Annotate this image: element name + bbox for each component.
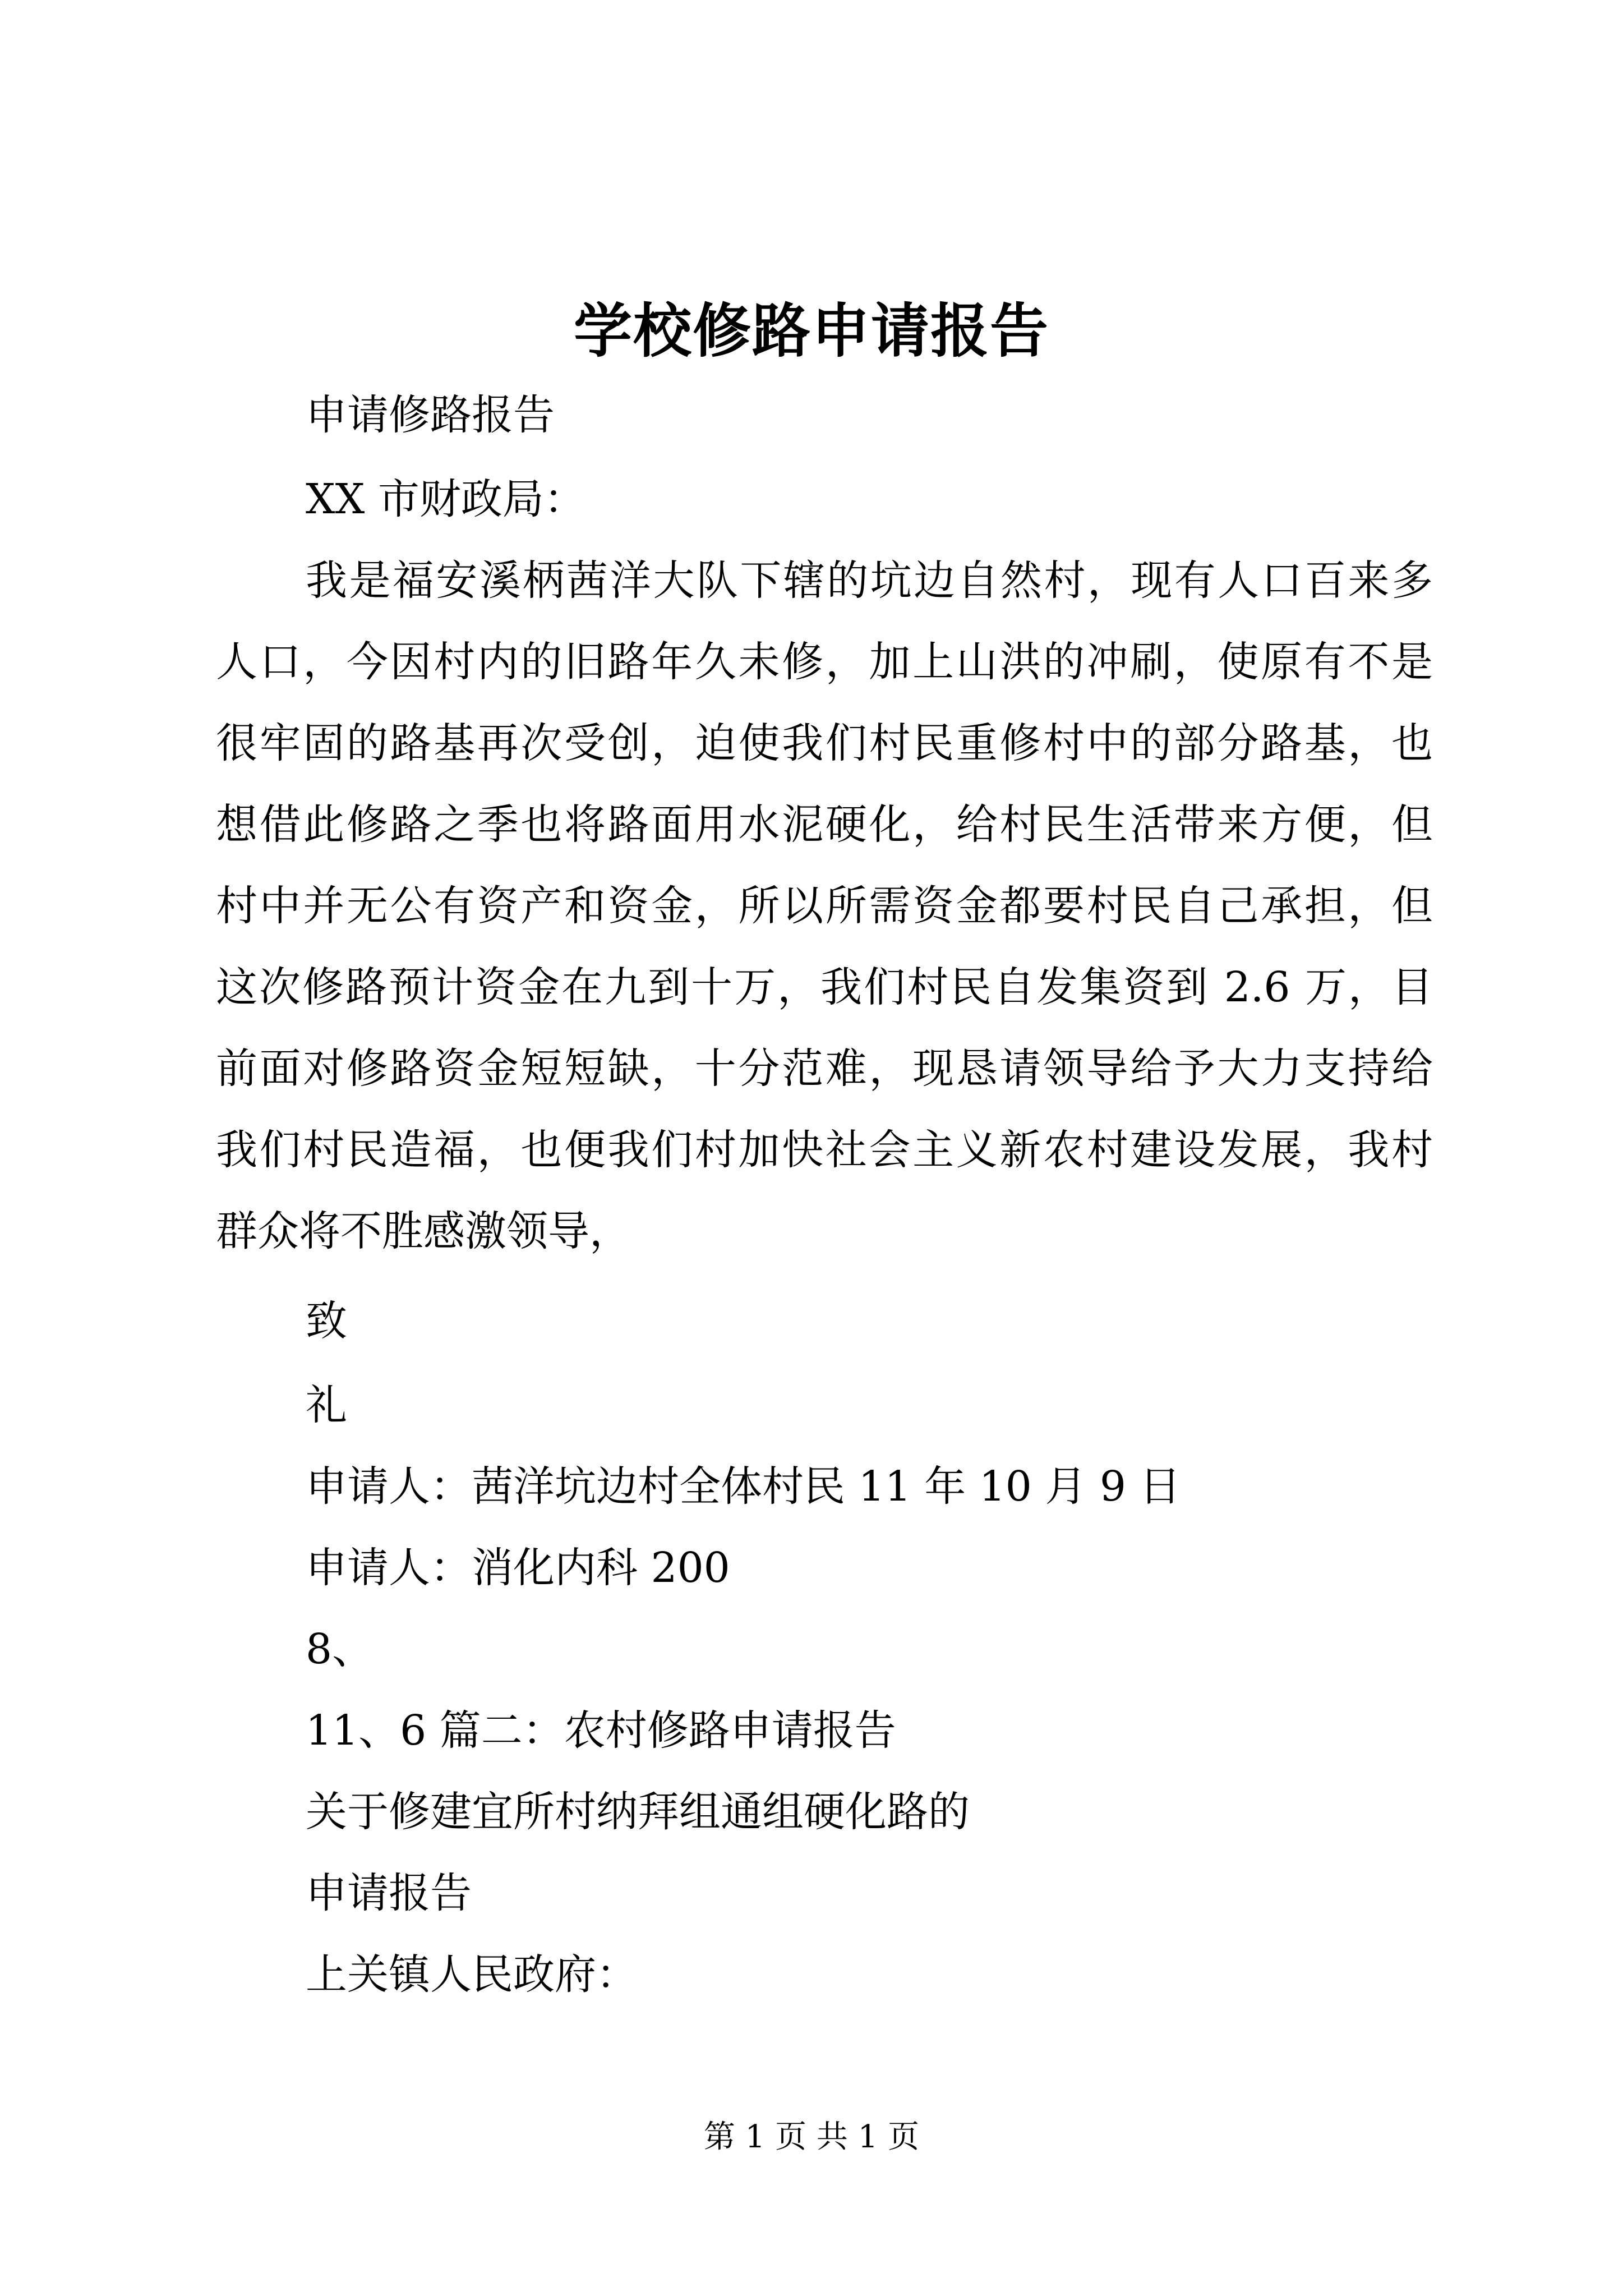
paragraph-line: 很牢固的路基再次受创，迫使我们村民重修村中的部分路基，也 (216, 719, 1433, 767)
paragraph-line: 人口，今因村内的旧路年久未修，加上山洪的冲刷，使原有不是 (216, 638, 1433, 686)
paragraph-line: 这次修路预计资金在九到十万，我们村民自发集资到 2.6 万，目 (216, 963, 1433, 1011)
applicant-line: 申请人：茜洋坑边村全体村民 11 年 10 月 9 日 (306, 1462, 1181, 1511)
document-title: 学校修路申请报告 (573, 296, 1049, 365)
recipient: XX 市财政局： (306, 475, 585, 523)
page-footer: 第 1 页 共 1 页 (703, 2119, 920, 2155)
paragraph-line: 村中并无公有资产和资金，所以所需资金都要村民自己承担，但 (216, 882, 1433, 930)
part2-title: 关于修建宜所村纳拜组通组硬化路的 (306, 1788, 970, 1836)
paragraph-line: 群众将不胜感激领导， (216, 1207, 631, 1255)
paragraph-line: 我们村民造福，也便我们村加快社会主义新农村建设发展，我村 (216, 1126, 1433, 1174)
text-fragment: 8、 (306, 1625, 374, 1673)
paragraph-line: 想借此修路之季也将路面用水泥硬化，给村民生活带来方便，但 (216, 800, 1433, 849)
applicant-line: 申请人：消化内科 200 (306, 1544, 730, 1592)
section-heading: 11、6 篇二：农村修路申请报告 (306, 1706, 896, 1755)
closing-zhi: 致 (306, 1297, 347, 1345)
subtitle: 申请修路报告 (306, 391, 555, 439)
paragraph-line: 我是福安溪柄茜洋大队下辖的坑边自然村，现有人口百来多 (306, 556, 1433, 605)
part2-recipient: 上关镇人民政府： (306, 1950, 638, 1999)
closing-li: 礼 (306, 1381, 347, 1429)
paragraph-line: 前面对修路资金短短缺，十分范难，现恳请领导给予大力支持给 (216, 1045, 1433, 1093)
part2-title: 申请报告 (306, 1869, 472, 1917)
